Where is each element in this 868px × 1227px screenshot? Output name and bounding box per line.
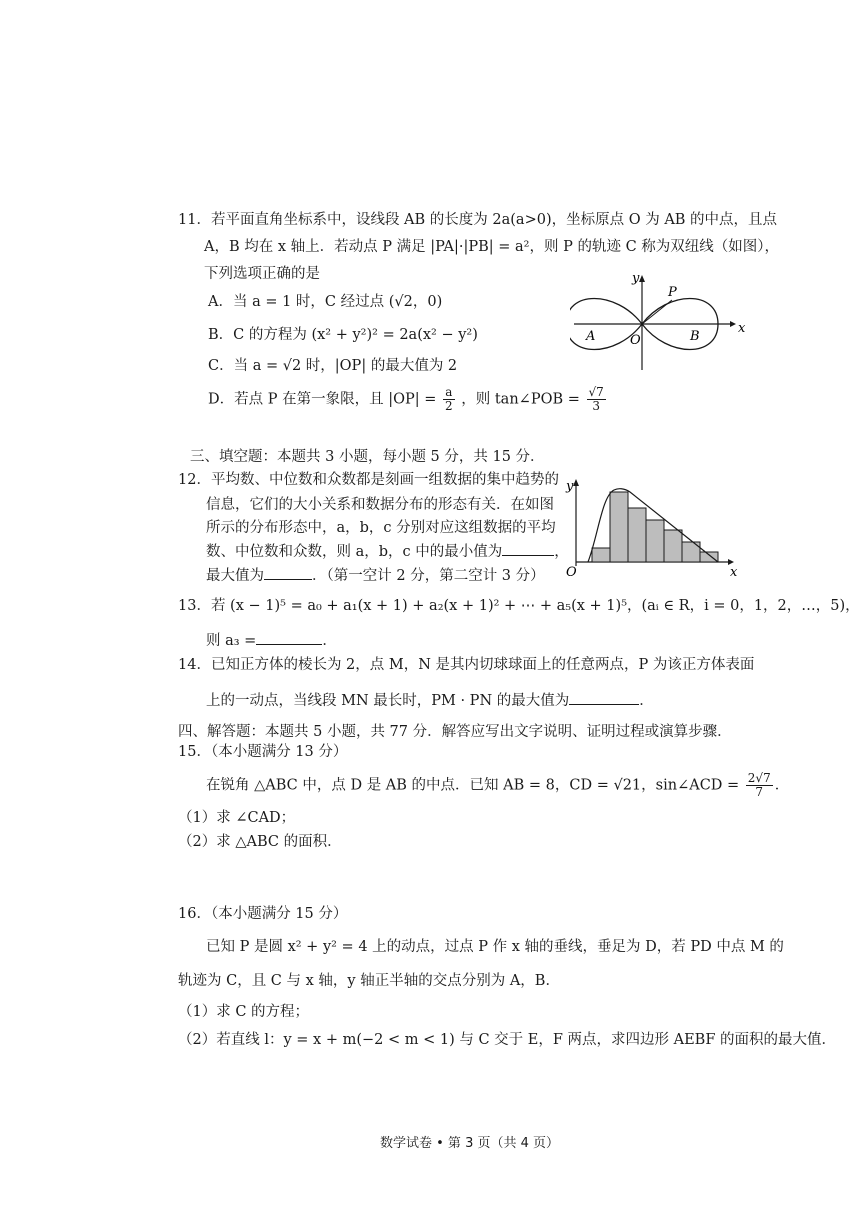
q12-line1: 12．平均数、中位数和众数都是刻画一组数据的集中趋势的	[178, 472, 559, 488]
q14-line2-pre: 上的一动点，当线段 MN 最长时，PM · PN 的最大值为	[206, 693, 570, 709]
q13-line2	[206, 630, 337, 651]
section-3-heading: 三、填空题：本题共 3 小题，每小题 5 分，共 15 分．	[190, 449, 545, 465]
q13-line1: 13．若 (x − 1)⁵ = a₀ + a₁(x + 1) + a₂(x + 1)² + ⋯ + a₅(x + 1)⁵，(aᵢ ∈ R，i = 0，1，2，…，5)，	[178, 598, 860, 614]
q12-line4-end: ，	[554, 544, 569, 560]
q11-option-d	[208, 386, 608, 413]
q11-option-c: C．当 a = √2 时，|OP| 的最大值为 2	[208, 358, 458, 374]
q11-option-d-fraction2: $\frac{√7}{3}$	[588, 385, 604, 413]
q11-option-d-text: D．若点 P 在第一象限，且 |OP| =	[208, 391, 437, 408]
q12-line2: 信息，它们的大小关系和数据分布的形态有关．在如图	[206, 497, 554, 513]
q12-line5-post: ．（第一空计 2 分，第二空计 3 分）	[312, 568, 545, 584]
q11-option-b: B．C 的方程为 (x² + y²)² = 2a(x² − y²)	[208, 327, 478, 343]
segment-op	[642, 300, 672, 324]
q13-line2-post: ．	[322, 633, 337, 649]
q11-option-a: A．当 a = 1 时，C 经过点 (√2，0)	[208, 294, 443, 310]
q11-line3: 下列选项正确的是	[204, 266, 320, 282]
q13-blank[interactable]	[256, 630, 322, 645]
q14-blank[interactable]	[569, 690, 639, 705]
fig11-label-p: P	[668, 285, 677, 300]
q14-line2	[206, 690, 654, 711]
hist-bar-1	[592, 548, 610, 562]
fig12-label-y: y	[566, 479, 574, 494]
hist-bar-5	[664, 530, 682, 562]
q12-line5-pre: 最大值为	[206, 568, 264, 584]
q15-body-text: 在锐角 △ABC 中，点 D 是 AB 的中点．已知 AB = 8，CD = √21，sin∠ACD =	[206, 777, 740, 794]
hist-y-arrow	[573, 479, 579, 486]
q15-body	[206, 772, 789, 799]
q15-part1: （1）求 ∠CAD；	[178, 810, 296, 826]
q12-line5	[206, 565, 545, 586]
hist-bar-3	[628, 508, 646, 562]
q14-line1: 14．已知正方体的棱长为 2，点 M，N 是其内切球球面上的任意两点，P 为该正方体表面	[178, 657, 755, 673]
x-axis-arrow	[730, 321, 736, 327]
q15-part2: （2）求 △ABC 的面积．	[178, 834, 342, 850]
section-4-heading: 四、解答题：本题共 5 小题，共 77 分．解答应写出文字说明、证明过程或演算步骤．	[178, 724, 732, 740]
hist-bar-2	[610, 492, 628, 562]
lemniscate-figure	[570, 270, 750, 375]
q16-part2: （2）若直线 l：y = x + m(−2 < m < 1) 与 C 交于 E，F 两点，求四边形 AEBF 的面积的最大值．	[178, 1032, 836, 1048]
fig11-label-x: x	[738, 321, 746, 336]
q15-body-end: ．	[774, 777, 790, 794]
hist-bar-4	[646, 520, 664, 562]
fig11-label-o: O	[630, 333, 641, 348]
q16-line2: 轨迹为 C，且 C 与 x 轴，y 轴正半轴的交点分别为 A，B．	[178, 973, 560, 989]
q12-line3: 所示的分布形态中，a，b，c 分别对应这组数据的平均	[206, 520, 556, 536]
q12-line4	[206, 541, 569, 562]
y-axis-arrow	[639, 275, 645, 282]
q12-blank-max[interactable]	[264, 565, 312, 580]
q12-blank-min[interactable]	[502, 541, 554, 556]
q15-fraction: $\frac{2√7}{7}$	[747, 771, 771, 799]
page-footer: 数学试卷 • 第 3 页（共 4 页）	[380, 1136, 560, 1151]
q12-line4-text: 数、中位数和众数，则 a，b，c 中的最小值为	[206, 544, 503, 560]
fig12-label-x: x	[730, 565, 738, 580]
q11-line2: A，B 均在 x 轴上．若动点 P 满足 |PA|·|PB| = a²，则 P 的轨迹 C 称为双纽线（如图），	[204, 239, 780, 255]
q13-line2-pre: 则 a₃ =	[206, 633, 257, 649]
q11-line1: 11．若平面直角坐标系中，设线段 AB 的长度为 2a(a>0)，坐标原点 O 为 AB 的中点，且点	[178, 212, 778, 228]
fig11-label-a: A	[586, 329, 596, 344]
fig12-label-o: O	[566, 565, 577, 580]
q14-line2-post: ．	[639, 693, 654, 709]
fig11-label-y: y	[632, 271, 640, 286]
q16-line1: 已知 P 是圆 x² + y² = 4 上的动点，过点 P 作 x 轴的垂线，垂足为 D，若 PD 中点 M 的	[206, 939, 784, 955]
q15-heading: 15．（本小题满分 13 分）	[178, 744, 348, 760]
q11-option-d-fraction: $\frac{a}{2}$	[445, 385, 453, 413]
q16-part1: （1）求 C 的方程；	[178, 1004, 310, 1020]
q16-heading: 16．（本小题满分 15 分）	[178, 906, 348, 922]
q11-option-d-mid: ，则 tan∠POB =	[461, 391, 580, 408]
histogram-figure	[562, 476, 742, 580]
fig11-label-b: B	[690, 329, 700, 344]
